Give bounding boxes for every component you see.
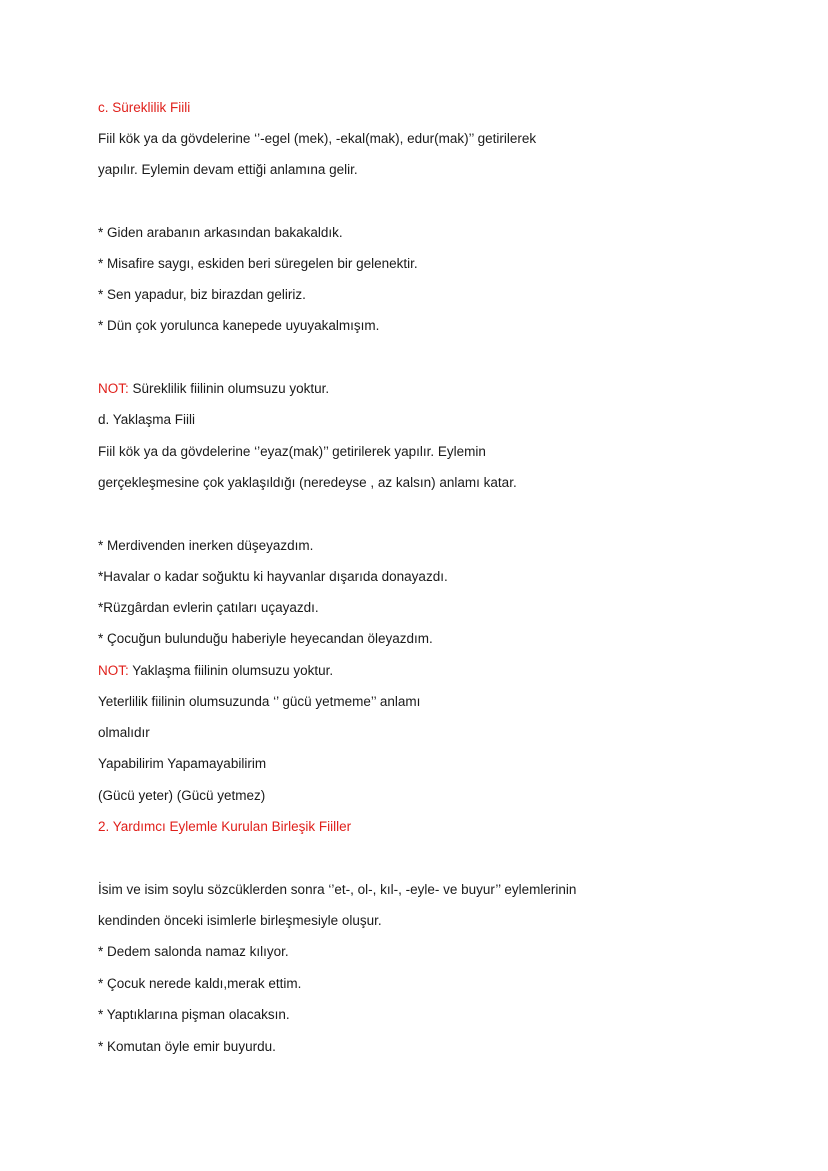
approach-example-2: *Havalar o kadar soğuktu ki hayvanlar dışarıda donayazdı. (98, 569, 448, 584)
continuity-description-line-1: Fiil kök ya da gövdelerine ‘’-egel (mek), -ekal(mak), edur(mak)’’ getirilerek (98, 131, 537, 146)
ability-example-words: Yapabilirim Yapamayabilirim (98, 756, 267, 771)
ability-note-line-2: olmalıdır (98, 725, 150, 740)
section-heading-approach: d. Yaklaşma Fiili (98, 412, 196, 427)
note-text: Yaklaşma fiilinin olumsuzu yoktur. (128, 663, 334, 678)
continuity-note (98, 380, 329, 398)
continuity-example-4: * Dün çok yorulunca kanepede uyuyakalmışım. (98, 318, 380, 333)
ability-example-meanings: (Gücü yeter) (Gücü yetmez) (98, 788, 266, 803)
auxiliary-example-2: * Çocuk nerede kaldı,merak ettim. (98, 976, 302, 991)
approach-description-line-1: Fiil kök ya da gövdelerine ‘’eyaz(mak)’’ getirilerek yapılır. Eylemin (98, 444, 486, 459)
note-text: Süreklilik fiilinin olumsuzu yoktur. (128, 381, 330, 396)
note-label: NOT: (98, 381, 129, 396)
auxiliary-example-4: * Komutan öyle emir buyurdu. (98, 1039, 276, 1054)
auxiliary-description-line-2: kendinden önceki isimlerle birleşmesiyle oluşur. (98, 913, 382, 928)
note-label: NOT: (98, 663, 129, 678)
approach-example-4: * Çocuğun bulunduğu haberiyle heyecandan öleyazdım. (98, 631, 433, 646)
continuity-example-1: * Giden arabanın arkasından bakakaldık. (98, 225, 343, 240)
continuity-example-3: * Sen yapadur, biz birazdan geliriz. (98, 287, 306, 302)
continuity-description-line-2: yapılır. Eylemin devam ettiği anlamına gelir. (98, 162, 358, 177)
auxiliary-example-3: * Yaptıklarına pişman olacaksın. (98, 1007, 290, 1022)
auxiliary-example-1: * Dedem salonda namaz kılıyor. (98, 944, 289, 959)
section-heading-continuity: c. Süreklilik Fiili (98, 100, 191, 115)
approach-note (98, 662, 333, 680)
section-heading-auxiliary: 2. Yardımcı Eylemle Kurulan Birleşik Fiiller (98, 819, 352, 834)
approach-description-line-2: gerçekleşmesine çok yaklaşıldığı (neredeyse , az kalsın) anlamı katar. (98, 475, 517, 490)
ability-note-line-1: Yeterlilik fiilinin olumsuzunda ‘’ gücü yetmeme’’ anlamı (98, 694, 421, 709)
continuity-example-2: * Misafire saygı, eskiden beri süregelen bir gelenektir. (98, 256, 418, 271)
auxiliary-description-line-1: İsim ve isim soylu sözcüklerden sonra ‘’et-, ol-, kıl-, -eyle- ve buyur’’ eylemlerinin (98, 882, 577, 897)
approach-example-3: *Rüzgârdan evlerin çatıları uçayazdı. (98, 600, 319, 615)
approach-example-1: * Merdivenden inerken düşeyazdım. (98, 538, 314, 553)
